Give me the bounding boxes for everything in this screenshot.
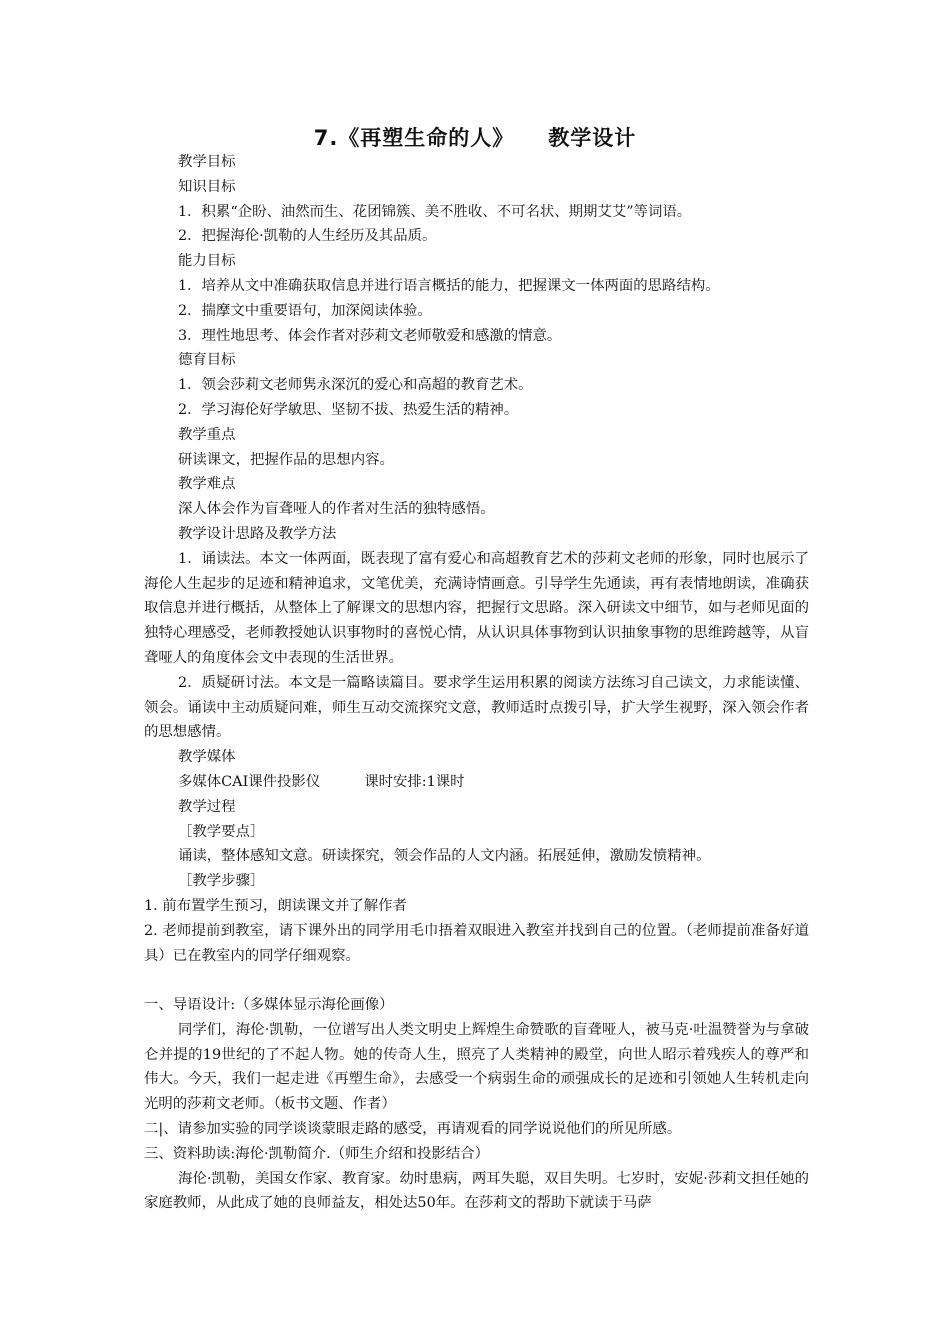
heading-process: 教学过程 [178, 798, 236, 815]
heading-teaching-steps: ［教学步骤］ [178, 873, 265, 890]
section-1-heading: 一、导语设计:（多媒体显示海伦画像） [144, 997, 394, 1014]
schedule-text: 课时安排:1课时 [364, 773, 465, 790]
list-item: 1．积累“企盼、油然而生、花团锦簇、美不胜收、不可名状、期期艾艾”等词语。 [178, 203, 692, 220]
key-points-text: 研读课文，把握作品的思想内容。 [178, 451, 394, 468]
list-item: 1．培养从文中准确获取信息并进行语言概括的能力，把握课文一体两面的思路结构。 [178, 277, 720, 294]
heading-knowledge-goals: 知识目标 [178, 178, 236, 195]
list-item: 1．领会莎莉文老师隽永深沉的爱心和高超的教育艺术。 [178, 377, 533, 394]
media-line [144, 770, 809, 795]
teaching-points-text: 诵读，整体感知文意。研读探究，领会作品的人文内涵。拓展延伸，激励发愤精神。 [178, 848, 711, 865]
list-item: 3．理性地思考、体会作者对莎莉文老师敬爱和感激的情意。 [178, 327, 562, 344]
heading-key-points: 教学重点 [178, 426, 236, 443]
heading-media: 教学媒体 [178, 749, 236, 766]
title-text: 7.《再塑生命的人》 [313, 126, 515, 150]
title-suffix: 教学设计 [548, 126, 637, 150]
difficulties-text: 深人体会作为盲聋哑人的作者对生活的独特感悟。 [178, 501, 495, 518]
method-inquiry-paragraph: 2．质疑研讨法。本文是一篇略读篇目。要求学生运用积累的阅读方法练习自己读文，力求能读懂、领会。诵读中主动质疑问难，师生互动交流探究文意，教师适时点拨引导，扩大学生视野，深入领会作者的思想感情。 [144, 674, 809, 741]
document-title [0, 123, 950, 153]
heading-ability-goals: 能力目标 [178, 253, 236, 270]
list-item: 2．揣摩文中重要语句，加深阅读体验。 [178, 302, 432, 319]
heading-design-methods: 教学设计思路及教学方法 [178, 525, 337, 542]
heading-moral-goals: 德育目标 [178, 352, 236, 369]
document-body [144, 150, 809, 1216]
step-1: 1. 前布置学生预习，朗读课文并了解作者 [144, 897, 407, 914]
heading-teaching-goals: 教学目标 [178, 154, 236, 170]
list-item: 2．学习海伦好学敏思、坚韧不拔、热爱生活的精神。 [178, 401, 519, 418]
section-3-heading: 三、资料助读:海伦·凯勒简介.（师生介绍和投影结合） [144, 1145, 489, 1162]
section-3-paragraph: 海伦·凯勒，美国女作家、教育家。幼时患病，两耳失聪，双目失明。七岁时，安妮·莎莉文担任她的家庭教师，从此成了她的良师益友，相处达50年。在莎莉文的帮助下就读于马萨 [144, 1170, 809, 1212]
heading-teaching-points: ［教学要点］ [178, 823, 265, 840]
step-2: 2. 老师提前到教室，请下课外出的同学用毛巾捂着双眼进入教室并找到自己的位置。（老师提前准备好道具）已在教室内的同学仔细观察。 [144, 922, 809, 964]
section-1-paragraph: 同学们，海伦·凯勒，一位谱写出人类文明史上辉煌生命赞歌的盲聋哑人，被马克·吐温赞誉为与拿破仑并提的19世纪的了不起人物。她的传奇人生，照亮了人类精神的殿堂，向世人昭示着残疾人的尊严和伟大。今天，我们一起走进《再塑生命》，去感受一个病弱生命的顽强成长的足迹和引领她人生转机走向光明的莎莉文老师。（板书文题、作者） [144, 1021, 809, 1113]
method-recitation-paragraph: 1．诵读法。本文一体两面，既表现了富有爱心和高超教育艺术的莎莉文老师的形象，同时也展示了海伦人生起步的足迹和精神追求，文笔优美，充满诗情画意。引导学生先通读，再有表情地朗读，准确获取信息并进行概括，从整体上了解课文的思想内容，把握行文思路。深入研读文中细节，如与老师见面的独特心理感受，老师教授她认识事物时的喜悦心情，从认识具体事物到认识抽象事物的思维跨越等，从盲聋哑人的角度体会文中表现的生活世界。 [144, 550, 809, 666]
section-2-text: 二|、请参加实验的同学谈谈蒙眼走路的感受，再请观看的同学说说他们的所见所感。 [144, 1121, 682, 1138]
heading-difficulties: 教学难点 [178, 476, 236, 493]
media-items: 多媒体CAI课件投影仪 [178, 773, 321, 790]
list-item: 2．把握海伦·凯勒的人生经历及其品质。 [178, 228, 437, 245]
blank-line [144, 968, 809, 993]
